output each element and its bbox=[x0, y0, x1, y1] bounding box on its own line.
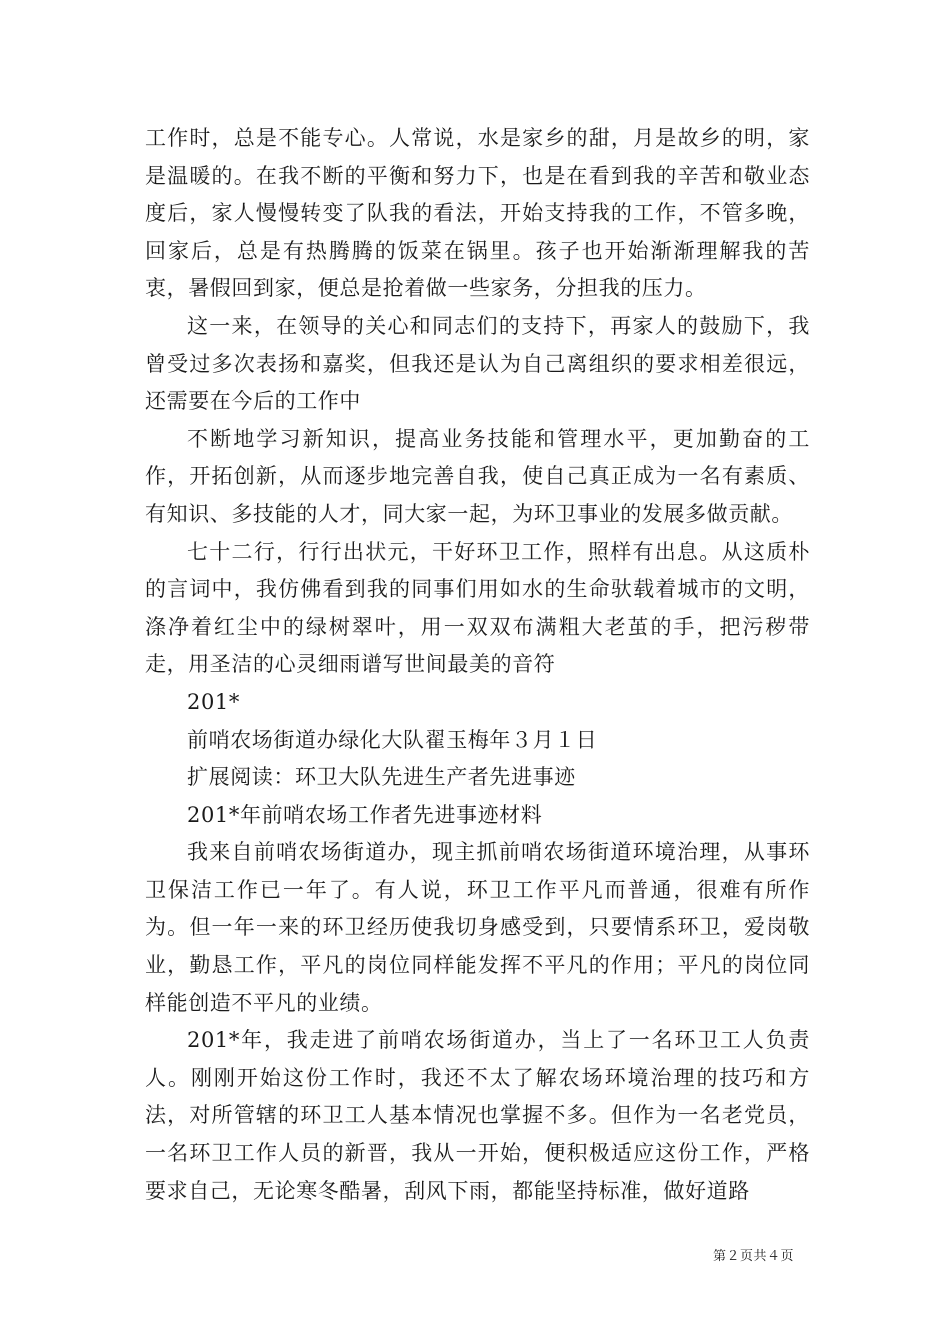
paragraph-signature: 前哨农场街道办绿化大队翟玉梅年３月１日 bbox=[187, 727, 598, 752]
paragraph-2: 这一来，在领导的关心和同志们的支持下，再家人的鼓励下，我曾受过多次表扬和嘉奖，但我还是认为自己离组织的要求相差很远，还需要在今后的工作中 bbox=[145, 313, 810, 414]
paragraph-4: 七十二行，行行出状元，干好环卫工作，照样有出息。从这质朴的言词中，我仿佛看到我的同事们用如水的生命驮载着城市的文明，涤净着红尘中的绿树翠叶，用一双双布满粗大老茧的手，把污秽带走，用圣洁的心灵细雨谱写世间最美的音符 bbox=[145, 539, 810, 677]
paragraph-subtitle: 201*年前哨农场工作者先进事迹材料 bbox=[187, 802, 543, 827]
paragraph-year: 201* bbox=[187, 689, 240, 714]
paragraph-extended-reading: 扩展阅读：环卫大队先进生产者先进事迹 bbox=[187, 765, 576, 790]
paragraph-5: 我来自前哨农场街道办，现主抓前哨农场街道环境治理，从事环卫保洁工作已一年了。有人说，环卫工作平凡而普通，很难有所作为。但一年一来的环卫经历使我切身感受到，只要情系环卫，爱岗敬业，勤恳工作，平凡的岗位同样能发挥不平凡的作用；平凡的岗位同样能创造不平凡的业绩。 bbox=[145, 840, 810, 1015]
page-number: 第２页共４页 bbox=[713, 1249, 795, 1264]
document-body bbox=[145, 120, 810, 1210]
paragraph-3: 不断地学习新知识，提高业务技能和管理水平，更加勤奋的工作，开拓创新，从而逐步地完善自我，使自己真正成为一名有素质、有知识、多技能的人才，同大家一起，为环卫事业的发展多做贡献。 bbox=[145, 426, 810, 526]
paragraph-6: 201*年，我走进了前哨农场街道办，当上了一名环卫工人负责人。刚刚开始这份工作时，我还不太了解农场环境治理的技巧和方法，对所管辖的环卫工人基本情况也掌握不多。但作为一名老党员，一名环卫工作人员的新晋，我从一开始，便积极适应这份工作，严格要求自己，无论寒冬酷暑，刮风下雨，都能坚持标准，做好道路 bbox=[145, 1028, 810, 1203]
paragraph-1: 工作时，总是不能专心。人常说，水是家乡的甜，月是故乡的明，家是温暖的。在我不断的平衡和努力下，也是在看到我的辛苦和敬业态度后，家人慢慢转变了队我的看法，开始支持我的工作，不管多晚，回家后，总是有热腾腾的饭菜在锅里。孩子也开始渐渐理解我的苦衷，暑假回到家，便总是抢着做一些家务，分担我的压力。 bbox=[145, 126, 810, 301]
